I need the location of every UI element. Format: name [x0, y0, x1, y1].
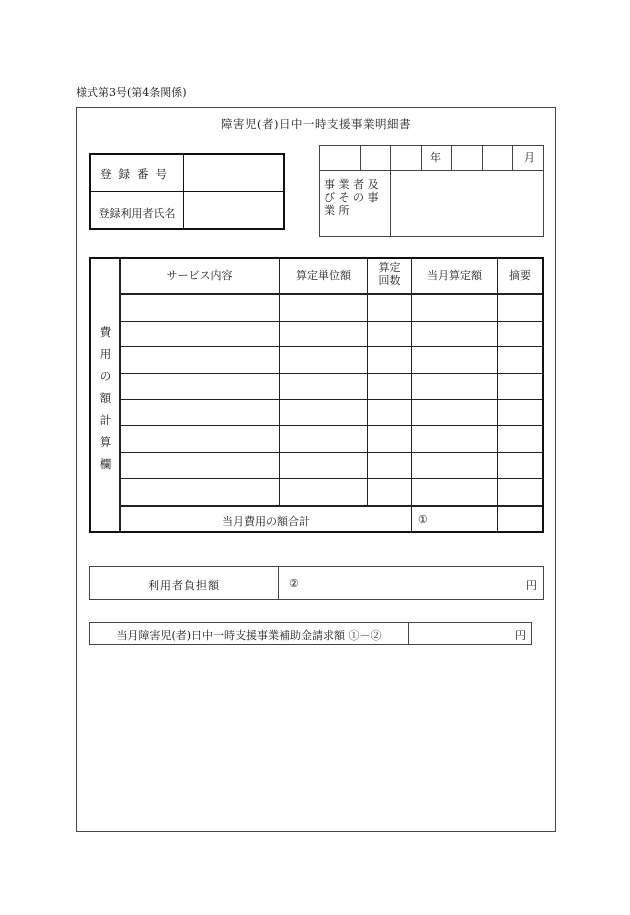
business-office-field[interactable]: [392, 172, 542, 235]
header-monthly-amount: 当月算定額: [427, 269, 482, 282]
date-cell-divider: [360, 146, 361, 170]
claim-yen-unit: 円: [515, 629, 526, 642]
user-burden-label: 利用者負担額: [148, 579, 220, 592]
date-cell-divider: [512, 146, 513, 170]
month-label: 月: [524, 151, 535, 164]
side-label-char: 用: [99, 347, 112, 361]
registration-number-field[interactable]: [185, 157, 281, 189]
year-label: 年: [430, 151, 441, 164]
row-divider: [120, 321, 542, 322]
date-cell-divider: [421, 146, 422, 170]
header-count-line2: 回数: [378, 274, 401, 287]
business-date-box: [319, 145, 544, 237]
date-cell-divider: [451, 146, 452, 170]
side-label-char: 費: [99, 325, 112, 339]
burden-yen-unit: 円: [526, 579, 537, 592]
header-service-content: サービス内容: [166, 269, 233, 282]
total-row-divider: [120, 505, 542, 507]
registration-box: [89, 153, 285, 230]
row-divider: [120, 452, 542, 453]
row-divider: [120, 478, 542, 479]
monthly-total-label: 当月費用の額合計: [222, 515, 310, 528]
registration-divider-vertical: [183, 155, 184, 228]
claim-divider: [408, 623, 409, 644]
column-divider: [411, 259, 412, 531]
fee-calculation-side-label: [91, 321, 120, 475]
document-title: 障害児(者)日中一時支援事業明細書: [221, 117, 411, 131]
registered-user-name-field[interactable]: [185, 193, 281, 226]
row-divider: [120, 346, 542, 347]
burden-divider: [278, 567, 279, 599]
burden-marker-2: ②: [289, 577, 299, 590]
registered-user-name-label: 登録利用者氏名: [98, 207, 176, 220]
row-divider: [120, 373, 542, 374]
side-label-char: の: [99, 369, 112, 383]
side-label-char: 額: [99, 391, 112, 405]
subsidy-claim-label: 当月障害児(者)日中一時支援事業補助金請求額 ①－②: [116, 629, 382, 642]
side-label-char: 算: [99, 435, 112, 449]
header-count: [368, 261, 411, 287]
side-label-char: 計: [99, 413, 112, 427]
registration-divider-horizontal: [91, 191, 283, 192]
subsidy-claim-row: [89, 622, 532, 645]
column-divider: [497, 259, 498, 531]
header-remarks: 摘要: [509, 269, 531, 282]
total-marker-1: ①: [418, 513, 428, 526]
side-label-char: 欄: [99, 457, 112, 471]
row-divider: [120, 399, 542, 400]
form-number-label: 様式第3号(第4条関係): [76, 86, 187, 99]
header-count-line1: 算定: [378, 261, 401, 274]
header-unit-price: 算定単位額: [296, 269, 351, 282]
column-divider: [367, 259, 368, 505]
business-office-label: 事業者及びその事業所: [324, 178, 382, 217]
column-divider: [279, 259, 280, 505]
date-row-divider: [320, 170, 543, 171]
office-label-divider: [390, 146, 391, 236]
user-burden-row: [89, 566, 544, 600]
date-cell-divider: [482, 146, 483, 170]
header-divider: [120, 293, 542, 295]
registration-number-label: 登録番号: [100, 167, 174, 181]
row-divider: [120, 425, 542, 426]
fee-calculation-table: [89, 257, 544, 533]
